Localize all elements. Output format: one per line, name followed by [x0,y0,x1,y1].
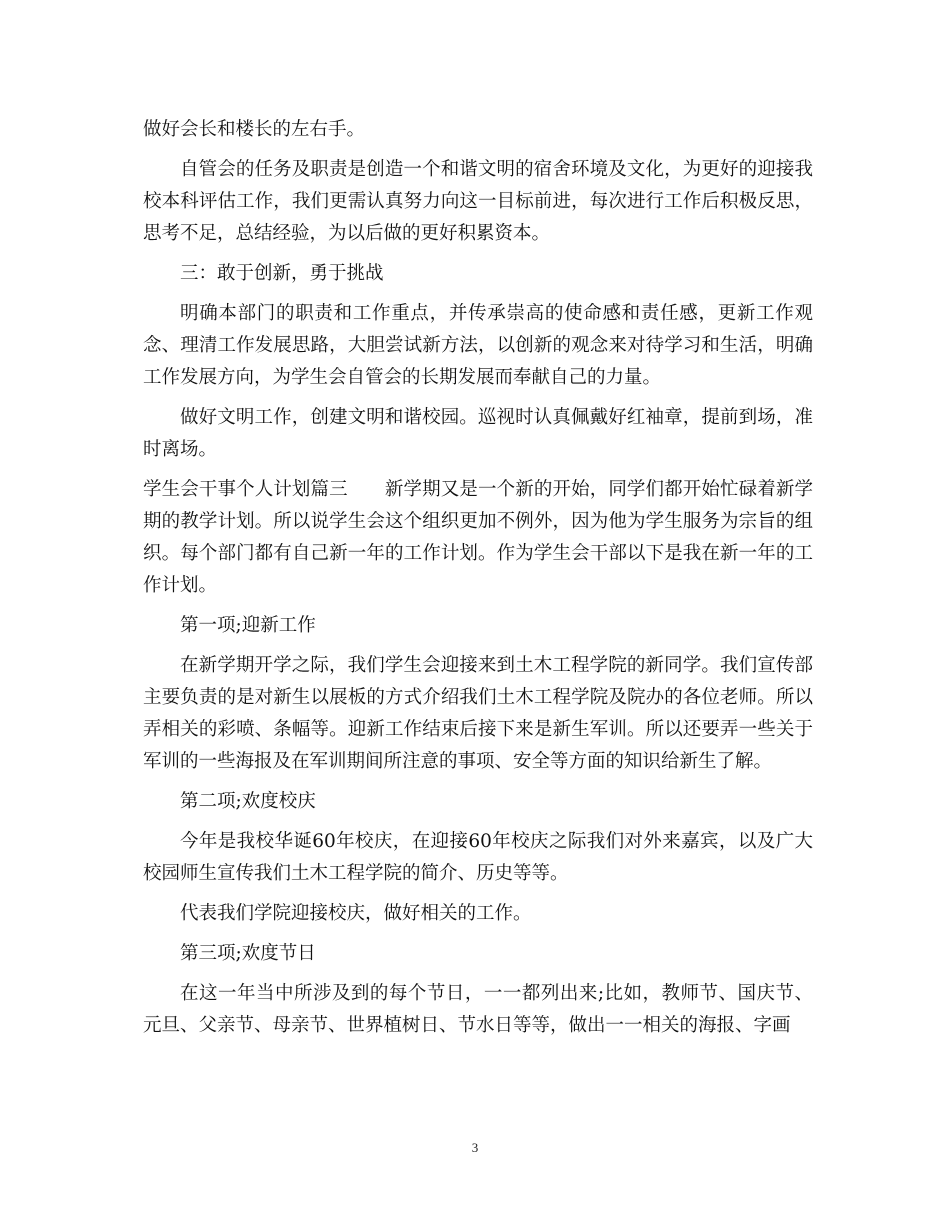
section-heading-innovation: 三：敢于创新，勇于挑战 [180,263,384,284]
paragraph-2: 自管会的任务及职责是创造一个和谐文明的宿舍环境及文化，为更好的迎接我校本科评估工作，我们更需认真努力向这一目标前进，每次进行工作后积极反思，思考不足，总结经验，为以后做的更好积累资本。 [143,159,813,244]
page-number: 3 [471,1140,479,1155]
item-heading-welcome: 第一项;迎新工作 [180,615,316,636]
paragraph-8: 在新学期开学之际，我们学生会迎接来到土木工程学院的新同学。我们宣传部主要负责的是对新生以展板的方式介绍我们土木工程学院及院办的各位老师。所以弄相关的彩喷、条幅等。迎新工作结束后接下来是新生军训。所以还要弄一些关于军训的一些海报及在军训期间所注意的事项、安全等方面的知识给新生了解。 [143,655,813,772]
item-heading-festivals: 第三项;欢度节日 [180,943,316,964]
article-title-part-three: 学生会干事个人计划篇三 [143,479,348,500]
paragraph-6-text: 新学期又是一个新的开始，同学们都开始忙碌着新学期的教学计划。所以说学生会这个组织更加不例外，因为他为学生服务为宗旨的组织。每个部门都有自己新一年的工作计划。作为学生会干部以下是我在新一年的工作计划。 [143,479,813,596]
paragraph-5: 做好文明工作，创建文明和谐校园。巡视时认真佩戴好红袖章，提前到场，准时离场。 [143,407,813,460]
paragraph-1: 做好会长和楼长的左右手。 [143,119,366,140]
paragraph-10: 今年是我校华诞60年校庆，在迎接60年校庆之际我们对外来嘉宾，以及广大校园师生宣传我们土木工程学院的简介、历史等等。 [143,831,813,884]
paragraph-4: 明确本部门的职责和工作重点，并传承崇高的使命感和责任感，更新工作观念、理清工作发展思路，大胆尝试新方法，以创新的观念来对待学习和生活，明确工作发展方向，为学生会自管会的长期发展而奉献自己的力量。 [143,303,813,388]
document-body [143,114,813,1050]
paragraph-6 [143,474,813,602]
item-heading-anniversary: 第二项;欢度校庆 [180,791,316,812]
paragraph-13: 在这一年当中所涉及到的每个节日，一一都列出来;比如，教师节、国庆节、元旦、父亲节、母亲节、世界植树日、节水日等等，做出一一相关的海报、字画 [143,983,813,1036]
paragraph-11: 代表我们学院迎接校庆，做好相关的工作。 [180,903,532,924]
